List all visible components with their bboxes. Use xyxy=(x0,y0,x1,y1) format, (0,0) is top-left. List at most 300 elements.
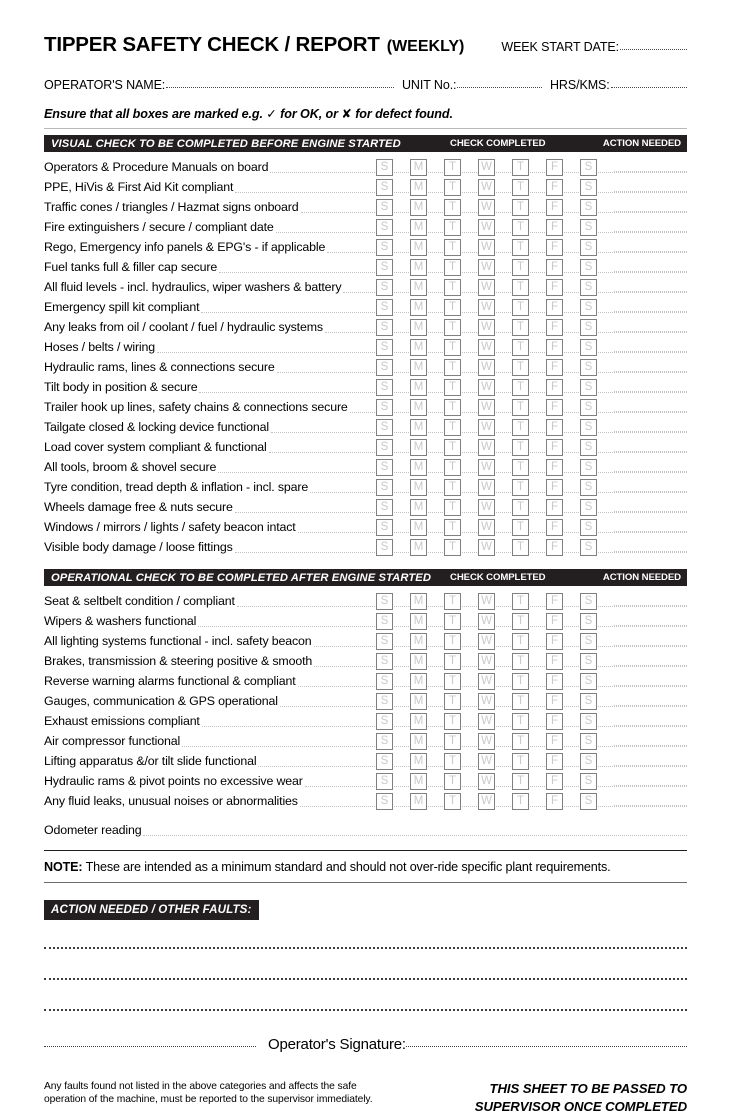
day-checkbox[interactable]: S xyxy=(580,499,597,516)
checklist-item-label: Tilt body in position & secure xyxy=(44,380,198,394)
day-checkbox[interactable]: W xyxy=(478,793,495,810)
checklist-item-label: Gauges, communication & GPS operational xyxy=(44,694,278,708)
action-needed-line-1[interactable] xyxy=(44,946,687,949)
day-checkbox[interactable]: T xyxy=(512,593,529,610)
day-checkbox[interactable]: T xyxy=(512,259,529,276)
day-checkbox[interactable]: S xyxy=(580,693,597,710)
day-checkbox-group xyxy=(376,793,597,810)
action-needed-cell[interactable] xyxy=(614,290,687,292)
day-checkbox[interactable]: S xyxy=(580,179,597,196)
day-checkbox[interactable]: S xyxy=(376,499,393,516)
checklist-row xyxy=(44,357,687,377)
signature-left-rule xyxy=(44,1045,256,1047)
day-checkbox[interactable]: T xyxy=(512,459,529,476)
day-checkbox[interactable]: T xyxy=(444,199,461,216)
action-needed-cell[interactable] xyxy=(614,684,687,686)
checklist-item-label: Reverse warning alarms functional & compliant xyxy=(44,674,296,688)
day-checkbox[interactable]: F xyxy=(546,419,563,436)
day-checkbox[interactable]: T xyxy=(512,239,529,256)
day-checkbox[interactable]: F xyxy=(546,713,563,730)
action-needed-cell[interactable] xyxy=(614,190,687,192)
day-checkbox[interactable]: S xyxy=(376,693,393,710)
day-checkbox[interactable]: W xyxy=(478,399,495,416)
day-checkbox[interactable]: T xyxy=(512,519,529,536)
day-checkbox[interactable]: M xyxy=(410,693,427,710)
day-checkbox[interactable]: S xyxy=(580,519,597,536)
action-needed-cell[interactable] xyxy=(614,370,687,372)
day-checkbox[interactable]: M xyxy=(410,159,427,176)
day-checkbox[interactable]: T xyxy=(512,399,529,416)
day-checkbox[interactable]: T xyxy=(512,793,529,810)
day-checkbox[interactable]: W xyxy=(478,459,495,476)
day-checkbox[interactable]: T xyxy=(444,339,461,356)
day-checkbox[interactable]: W xyxy=(478,499,495,516)
day-checkbox[interactable]: M xyxy=(410,379,427,396)
day-checkbox[interactable]: S xyxy=(580,459,597,476)
day-checkbox[interactable]: S xyxy=(376,179,393,196)
checklist-item-label: Visible body damage / loose fittings xyxy=(44,540,233,554)
day-checkbox[interactable]: S xyxy=(376,593,393,610)
checklist-item-label: Tyre condition, tread depth & inflation - incl. spare xyxy=(44,480,309,494)
day-checkbox[interactable]: F xyxy=(546,299,563,316)
day-checkbox[interactable]: T xyxy=(444,713,461,730)
page-title: TIPPER SAFETY CHECK / REPORT xyxy=(44,33,380,56)
day-checkbox[interactable]: T xyxy=(512,539,529,556)
day-checkbox[interactable]: M xyxy=(410,613,427,630)
day-checkbox[interactable]: S xyxy=(376,439,393,456)
day-checkbox[interactable]: T xyxy=(444,539,461,556)
day-checkbox[interactable]: S xyxy=(580,479,597,496)
day-checkbox[interactable]: F xyxy=(546,499,563,516)
day-checkbox[interactable]: S xyxy=(376,239,393,256)
checklist-row xyxy=(44,771,687,791)
note-text xyxy=(44,860,687,874)
day-checkbox[interactable]: W xyxy=(478,673,495,690)
checklist-row xyxy=(44,691,687,711)
day-checkbox[interactable]: S xyxy=(376,359,393,376)
day-checkbox[interactable]: S xyxy=(376,219,393,236)
day-checkbox[interactable]: F xyxy=(546,593,563,610)
day-checkbox[interactable]: S xyxy=(376,519,393,536)
checklist-item-label: Load cover system compliant & functional xyxy=(44,440,267,454)
day-checkbox[interactable]: W xyxy=(478,259,495,276)
checklist-item-label: Hydraulic rams & pivot points no excessive wear xyxy=(44,774,303,788)
day-checkbox[interactable]: F xyxy=(546,319,563,336)
day-checkbox[interactable]: T xyxy=(444,159,461,176)
day-checkbox[interactable]: W xyxy=(478,279,495,296)
day-checkbox[interactable]: M xyxy=(410,299,427,316)
day-checkbox[interactable]: S xyxy=(580,239,597,256)
action-needed-cell[interactable] xyxy=(614,764,687,766)
checklist-item-label: Any fluid leaks, unusual noises or abnormalities xyxy=(44,794,298,808)
day-checkbox-group xyxy=(376,539,597,556)
action-needed-line-3[interactable] xyxy=(44,1008,687,1011)
day-checkbox[interactable]: T xyxy=(512,693,529,710)
day-checkbox[interactable]: F xyxy=(546,339,563,356)
action-needed-cell[interactable] xyxy=(614,250,687,252)
day-checkbox[interactable]: S xyxy=(376,633,393,650)
day-checkbox[interactable]: W xyxy=(478,713,495,730)
action-needed-cell[interactable] xyxy=(614,230,687,232)
hrs-kms-field[interactable] xyxy=(550,78,687,92)
day-checkbox[interactable]: M xyxy=(410,713,427,730)
day-checkbox[interactable]: T xyxy=(444,673,461,690)
action-needed-line-2[interactable] xyxy=(44,977,687,980)
day-checkbox[interactable]: T xyxy=(512,379,529,396)
day-checkbox[interactable]: T xyxy=(512,419,529,436)
day-checkbox[interactable]: S xyxy=(376,713,393,730)
day-checkbox[interactable]: F xyxy=(546,379,563,396)
day-checkbox[interactable]: F xyxy=(546,653,563,670)
day-checkbox[interactable]: S xyxy=(376,753,393,770)
day-checkbox[interactable]: T xyxy=(444,399,461,416)
day-checkbox[interactable]: T xyxy=(512,653,529,670)
day-checkbox[interactable]: M xyxy=(410,399,427,416)
day-checkbox[interactable]: S xyxy=(376,459,393,476)
action-needed-block xyxy=(44,883,687,1011)
operator-name-input[interactable] xyxy=(166,86,394,88)
day-checkbox[interactable]: F xyxy=(546,279,563,296)
day-checkbox[interactable]: M xyxy=(410,733,427,750)
day-checkbox[interactable]: T xyxy=(444,299,461,316)
day-checkbox[interactable]: T xyxy=(512,299,529,316)
day-checkbox[interactable]: S xyxy=(580,793,597,810)
day-checkbox[interactable]: S xyxy=(580,439,597,456)
action-needed-cell[interactable] xyxy=(614,490,687,492)
day-checkbox[interactable]: S xyxy=(580,319,597,336)
day-checkbox[interactable]: M xyxy=(410,593,427,610)
action-needed-cell[interactable] xyxy=(614,550,687,552)
day-checkbox[interactable]: S xyxy=(580,279,597,296)
day-checkbox[interactable]: S xyxy=(580,713,597,730)
day-checkbox[interactable]: S xyxy=(580,359,597,376)
action-needed-cell[interactable] xyxy=(614,784,687,786)
action-needed-cell[interactable] xyxy=(614,530,687,532)
day-checkbox[interactable]: S xyxy=(580,399,597,416)
day-checkbox[interactable]: S xyxy=(376,539,393,556)
day-checkbox[interactable]: T xyxy=(512,633,529,650)
day-checkbox[interactable]: F xyxy=(546,613,563,630)
day-checkbox[interactable]: S xyxy=(580,299,597,316)
day-checkbox[interactable]: T xyxy=(444,733,461,750)
day-checkbox[interactable]: W xyxy=(478,299,495,316)
day-checkbox-group xyxy=(376,519,597,536)
day-checkbox[interactable]: W xyxy=(478,159,495,176)
day-checkbox[interactable]: T xyxy=(512,279,529,296)
action-needed-cell[interactable] xyxy=(614,350,687,352)
day-checkbox[interactable]: T xyxy=(444,653,461,670)
day-checkbox[interactable]: T xyxy=(444,693,461,710)
day-checkbox[interactable]: W xyxy=(478,773,495,790)
day-checkbox[interactable]: S xyxy=(376,613,393,630)
day-checkbox[interactable]: T xyxy=(444,379,461,396)
day-checkbox[interactable]: S xyxy=(580,753,597,770)
day-checkbox[interactable]: S xyxy=(580,259,597,276)
day-checkbox[interactable]: W xyxy=(478,613,495,630)
day-checkbox[interactable]: W xyxy=(478,219,495,236)
day-checkbox[interactable]: M xyxy=(410,519,427,536)
day-checkbox[interactable]: T xyxy=(444,499,461,516)
day-checkbox[interactable]: T xyxy=(444,239,461,256)
action-needed-cell[interactable] xyxy=(614,804,687,806)
week-start-date-field[interactable] xyxy=(501,40,687,54)
day-checkbox[interactable]: W xyxy=(478,359,495,376)
day-checkbox[interactable]: M xyxy=(410,179,427,196)
day-checkbox[interactable]: F xyxy=(546,439,563,456)
odometer-reading-field[interactable] xyxy=(44,818,687,840)
day-checkbox[interactable]: T xyxy=(512,179,529,196)
day-checkbox[interactable]: S xyxy=(580,219,597,236)
unit-no-label: UNIT No.: xyxy=(402,78,457,92)
action-needed-header: ACTION NEEDED xyxy=(602,572,681,583)
day-checkbox[interactable]: S xyxy=(580,339,597,356)
day-checkbox[interactable]: F xyxy=(546,239,563,256)
unit-no-field[interactable] xyxy=(402,78,542,92)
day-checkbox[interactable]: M xyxy=(410,419,427,436)
day-checkbox[interactable]: F xyxy=(546,793,563,810)
action-needed-cell[interactable] xyxy=(614,390,687,392)
day-checkbox[interactable]: S xyxy=(376,299,393,316)
action-needed-cell[interactable] xyxy=(614,430,687,432)
day-checkbox[interactable]: T xyxy=(512,673,529,690)
day-checkbox[interactable]: S xyxy=(376,319,393,336)
day-checkbox[interactable]: M xyxy=(410,279,427,296)
day-checkbox[interactable]: W xyxy=(478,693,495,710)
checklist-item-label: Lifting apparatus &/or tilt slide functional xyxy=(44,754,257,768)
action-needed-cell[interactable] xyxy=(614,210,687,212)
day-checkbox[interactable]: S xyxy=(376,773,393,790)
day-checkbox[interactable]: T xyxy=(512,439,529,456)
action-needed-cell[interactable] xyxy=(614,510,687,512)
action-needed-cell[interactable] xyxy=(614,604,687,606)
action-needed-cell[interactable] xyxy=(614,644,687,646)
day-checkbox[interactable]: F xyxy=(546,479,563,496)
day-checkbox[interactable]: S xyxy=(580,733,597,750)
day-checkbox[interactable]: T xyxy=(512,339,529,356)
day-checkbox[interactable]: S xyxy=(376,653,393,670)
day-checkbox[interactable]: M xyxy=(410,653,427,670)
day-checkbox[interactable]: F xyxy=(546,733,563,750)
checklist-item-label: Any leaks from oil / coolant / fuel / hydraulic systems xyxy=(44,320,323,334)
day-checkbox[interactable]: M xyxy=(410,239,427,256)
day-checkbox[interactable]: M xyxy=(410,479,427,496)
note-top-divider xyxy=(44,850,687,851)
day-checkbox[interactable]: W xyxy=(478,179,495,196)
day-checkbox[interactable]: M xyxy=(410,793,427,810)
day-checkbox[interactable]: W xyxy=(478,239,495,256)
day-checkbox[interactable]: T xyxy=(444,359,461,376)
day-checkbox[interactable]: W xyxy=(478,419,495,436)
action-needed-cell[interactable] xyxy=(614,744,687,746)
day-checkbox[interactable]: T xyxy=(512,479,529,496)
day-checkbox[interactable]: S xyxy=(580,199,597,216)
day-checkbox[interactable]: T xyxy=(444,753,461,770)
day-checkbox[interactable]: S xyxy=(376,279,393,296)
day-checkbox[interactable]: T xyxy=(444,179,461,196)
odometer-reading-input[interactable] xyxy=(143,834,687,836)
note-prefix: NOTE: xyxy=(44,860,83,874)
day-checkbox[interactable]: T xyxy=(512,359,529,376)
day-checkbox[interactable]: S xyxy=(376,259,393,276)
day-checkbox[interactable]: S xyxy=(580,379,597,396)
day-checkbox[interactable]: M xyxy=(410,499,427,516)
day-checkbox[interactable]: M xyxy=(410,439,427,456)
week-start-date-input[interactable] xyxy=(620,48,687,50)
day-checkbox[interactable]: F xyxy=(546,179,563,196)
day-checkbox[interactable]: M xyxy=(410,259,427,276)
day-checkbox-group xyxy=(376,733,597,750)
action-needed-cell[interactable] xyxy=(614,470,687,472)
day-checkbox[interactable]: T xyxy=(512,733,529,750)
action-needed-cell[interactable] xyxy=(614,704,687,706)
day-checkbox[interactable]: S xyxy=(376,339,393,356)
day-checkbox[interactable]: M xyxy=(410,773,427,790)
day-checkbox[interactable]: S xyxy=(376,159,393,176)
day-checkbox[interactable]: M xyxy=(410,339,427,356)
action-needed-cell[interactable] xyxy=(614,170,687,172)
day-checkbox[interactable]: W xyxy=(478,539,495,556)
day-checkbox[interactable]: F xyxy=(546,399,563,416)
day-checkbox[interactable]: S xyxy=(580,633,597,650)
checklist-row xyxy=(44,457,687,477)
day-checkbox[interactable]: T xyxy=(512,159,529,176)
day-checkbox[interactable]: S xyxy=(376,399,393,416)
day-checkbox[interactable]: T xyxy=(512,753,529,770)
day-checkbox[interactable]: T xyxy=(444,793,461,810)
day-checkbox[interactable]: W xyxy=(478,633,495,650)
day-checkbox[interactable]: S xyxy=(376,419,393,436)
day-checkbox[interactable]: S xyxy=(580,539,597,556)
day-checkbox[interactable]: T xyxy=(444,459,461,476)
day-checkbox[interactable]: M xyxy=(410,673,427,690)
day-checkbox[interactable]: W xyxy=(478,593,495,610)
checklist-item-label: Hoses / belts / wiring xyxy=(44,340,156,354)
day-checkbox[interactable]: F xyxy=(546,753,563,770)
day-checkbox[interactable]: M xyxy=(410,539,427,556)
day-checkbox-group xyxy=(376,319,597,336)
day-checkbox[interactable]: T xyxy=(444,419,461,436)
day-checkbox[interactable]: T xyxy=(444,593,461,610)
day-checkbox[interactable]: M xyxy=(410,753,427,770)
day-checkbox[interactable]: T xyxy=(512,773,529,790)
day-checkbox[interactable]: S xyxy=(376,673,393,690)
checklist-row xyxy=(44,237,687,257)
day-checkbox[interactable]: T xyxy=(444,633,461,650)
action-needed-cell[interactable] xyxy=(614,410,687,412)
signature-input[interactable] xyxy=(406,1045,687,1047)
day-checkbox[interactable]: F xyxy=(546,673,563,690)
day-checkbox[interactable]: T xyxy=(444,259,461,276)
day-checkbox[interactable]: S xyxy=(580,773,597,790)
action-needed-cell[interactable] xyxy=(614,310,687,312)
operator-name-field[interactable] xyxy=(44,78,394,92)
day-checkbox[interactable]: T xyxy=(444,479,461,496)
action-needed-cell[interactable] xyxy=(614,664,687,666)
section-header-operational-check xyxy=(44,569,687,586)
hrs-kms-input[interactable] xyxy=(611,86,687,88)
day-checkbox[interactable]: S xyxy=(376,199,393,216)
day-checkbox[interactable]: F xyxy=(546,199,563,216)
day-checkbox[interactable]: S xyxy=(580,673,597,690)
day-checkbox[interactable]: S xyxy=(580,593,597,610)
day-checkbox[interactable]: W xyxy=(478,753,495,770)
day-checkbox[interactable]: T xyxy=(444,279,461,296)
day-checkbox[interactable]: M xyxy=(410,199,427,216)
day-checkbox[interactable]: S xyxy=(376,793,393,810)
day-checkbox[interactable]: F xyxy=(546,259,563,276)
action-needed-cell[interactable] xyxy=(614,724,687,726)
day-checkbox[interactable]: T xyxy=(444,773,461,790)
day-checkbox[interactable]: T xyxy=(444,439,461,456)
day-checkbox[interactable]: T xyxy=(512,219,529,236)
day-checkbox[interactable]: T xyxy=(444,613,461,630)
day-checkbox[interactable]: W xyxy=(478,653,495,670)
day-checkbox[interactable]: W xyxy=(478,319,495,336)
day-checkbox[interactable]: W xyxy=(478,733,495,750)
action-needed-tag: ACTION NEEDED / OTHER FAULTS: xyxy=(44,900,259,920)
day-checkbox[interactable]: T xyxy=(512,499,529,516)
checklist-item-label: Air compressor functional xyxy=(44,734,181,748)
day-checkbox[interactable]: W xyxy=(478,199,495,216)
action-needed-cell[interactable] xyxy=(614,330,687,332)
day-checkbox[interactable]: W xyxy=(478,479,495,496)
day-checkbox[interactable]: F xyxy=(546,539,563,556)
day-checkbox[interactable]: W xyxy=(478,339,495,356)
day-checkbox[interactable]: S xyxy=(376,379,393,396)
day-checkbox[interactable]: T xyxy=(512,713,529,730)
day-checkbox[interactable]: F xyxy=(546,773,563,790)
day-checkbox[interactable]: T xyxy=(444,519,461,536)
checklist-item-label: Fuel tanks full & filler cap secure xyxy=(44,260,218,274)
day-checkbox[interactable]: W xyxy=(478,379,495,396)
day-checkbox-group xyxy=(376,653,597,670)
day-checkbox[interactable]: F xyxy=(546,359,563,376)
day-checkbox[interactable]: M xyxy=(410,633,427,650)
day-checkbox[interactable]: S xyxy=(580,613,597,630)
day-checkbox[interactable]: T xyxy=(512,319,529,336)
day-checkbox[interactable]: T xyxy=(512,613,529,630)
day-checkbox[interactable]: T xyxy=(512,199,529,216)
day-checkbox[interactable]: S xyxy=(376,733,393,750)
action-needed-cell[interactable] xyxy=(614,624,687,626)
day-checkbox[interactable]: S xyxy=(580,419,597,436)
day-checkbox[interactable]: W xyxy=(478,519,495,536)
action-needed-header: ACTION NEEDED xyxy=(602,138,681,149)
day-checkbox-group xyxy=(376,673,597,690)
day-checkbox[interactable]: F xyxy=(546,693,563,710)
day-checkbox[interactable]: T xyxy=(444,219,461,236)
day-checkbox[interactable]: F xyxy=(546,159,563,176)
day-checkbox[interactable]: M xyxy=(410,459,427,476)
day-checkbox[interactable]: S xyxy=(580,159,597,176)
day-checkbox[interactable]: S xyxy=(580,653,597,670)
day-checkbox[interactable]: M xyxy=(410,319,427,336)
day-checkbox[interactable]: M xyxy=(410,219,427,236)
day-checkbox[interactable]: F xyxy=(546,519,563,536)
action-needed-cell[interactable] xyxy=(614,450,687,452)
day-checkbox[interactable]: F xyxy=(546,459,563,476)
action-needed-cell[interactable] xyxy=(614,270,687,272)
unit-no-input[interactable] xyxy=(457,86,542,88)
odometer-reading-label: Odometer reading xyxy=(44,823,142,837)
day-checkbox[interactable]: S xyxy=(376,479,393,496)
day-checkbox[interactable]: T xyxy=(444,319,461,336)
day-checkbox[interactable]: W xyxy=(478,439,495,456)
checklist-row xyxy=(44,477,687,497)
day-checkbox[interactable]: M xyxy=(410,359,427,376)
day-checkbox[interactable]: F xyxy=(546,633,563,650)
day-checkbox[interactable]: F xyxy=(546,219,563,236)
